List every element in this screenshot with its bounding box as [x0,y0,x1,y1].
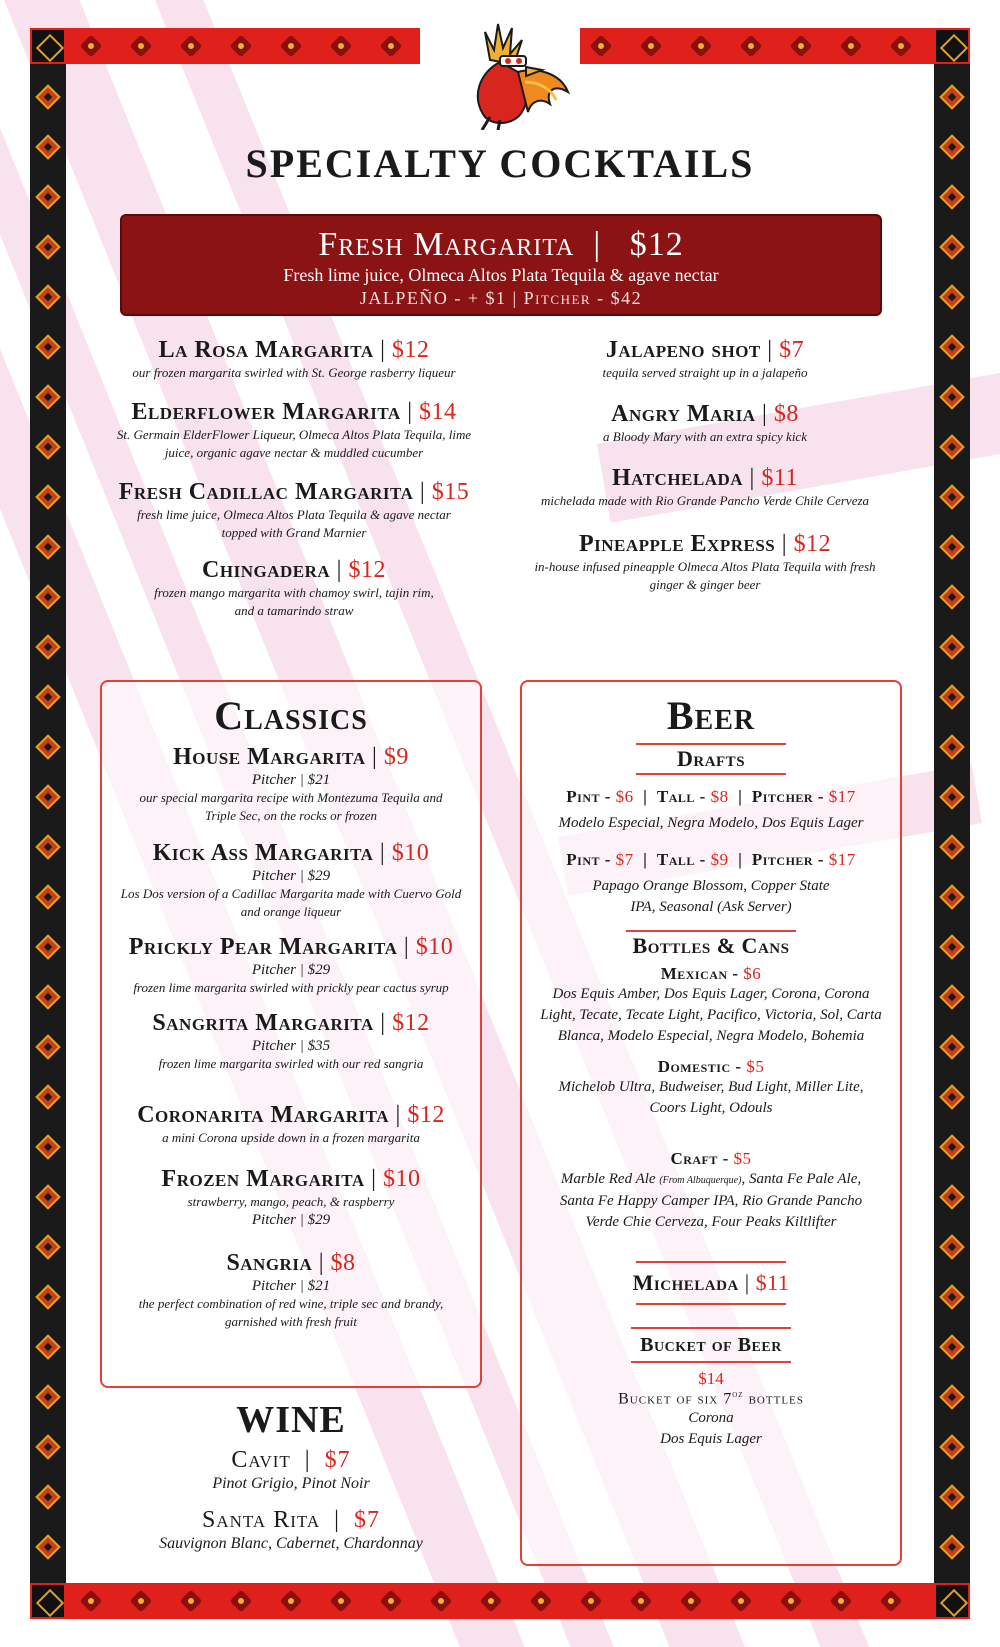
item-name: Elderflower Margarita [131,399,401,425]
item-name: Coronarita Margarita [137,1102,389,1128]
border-bottom [30,1583,970,1619]
item-pitcher: Pitcher | $21 [251,1278,331,1294]
item-name: La Rosa Margarita [158,337,374,363]
wine-price: $7 [324,1447,351,1473]
item-desc: frozen lime margarita swirled with our red sangria [158,1056,424,1071]
menu-item: La Rosa Margarita | $12 our frozen margarita swirled with St. George rasberry liqueur [84,336,504,398]
item-price: $14 [419,399,457,425]
item-pitcher: Pitcher | $35 [251,1038,331,1054]
wine-price: $7 [353,1507,380,1533]
item-pitcher: Pitcher | $29 [251,962,331,978]
wine-desc: Sauvignon Blanc, Cabernet, Chardonnay [159,1535,423,1552]
wine-title: WINE [236,1399,346,1441]
pint-price: $6 [615,787,634,806]
specialty-left-column [84,336,504,620]
wine-name: Santa Rita [202,1507,321,1533]
item-name: Sangria [226,1250,313,1276]
menu-item: Elderflower Margarita | $14 St. Germain ElderFlower Liqueur, Olmeca Altos Plata Tequila, lime juice, organic agave nectar & muddled cucumber [84,398,504,478]
beer-title: Beer [666,693,756,738]
divider [631,1361,791,1363]
beer-price: $5 [733,1149,752,1168]
item-desc: our special margarita recipe with Montezuma Tequila and Triple Sec, on the rocks or frozen [139,790,443,823]
item-desc: a mini Corona upside down in a frozen margarita [162,1130,420,1145]
item-desc: tequila served straight up in a jalapeño [602,365,808,380]
separator: | [583,226,621,263]
menu-item: Hatchelada | $11 michelada made with Rio Grande Pancho Verde Chile Cerveza [510,464,900,530]
menu-item: Pineapple Express | $12 in-house infused pineapple Olmeca Altos Plata Tequila with fresh ginger & ginger beer [510,530,900,594]
beer-category: Craft - [670,1149,734,1168]
item-name: Frozen Margarita [161,1166,365,1192]
pint-price: $7 [615,850,634,869]
item-price: $12 [391,337,430,363]
tall-price: $8 [710,787,729,806]
classics-box [100,680,482,1388]
corner-ornament [934,1583,970,1619]
item-desc: our frozen margarita swirled with St. George rasberry liqueur [132,365,456,380]
featured-title [122,226,880,264]
featured-price: $12 [629,226,684,263]
bucket-title: Bucket of Beer [640,1334,782,1356]
menu-item: Sangria | $8 Pitcher | $21 the perfect combination of red wine, triple sec and brandy, garnished with fresh fruit [102,1249,480,1331]
bucket-details [522,1369,900,1450]
beer-category: Mexican - [660,964,744,983]
menu-item: Kick Ass Margarita | $10 Pitcher | $29 Los Dos version of a Cadillac Margarita made with Cuervo Gold and orange liqueur [102,839,480,933]
specialty-right-column [510,336,900,594]
item-desc: Los Dos version of a Cadillac Margarita made with Cuervo Gold and orange liqueur [120,886,462,919]
border-right [934,28,970,1619]
featured-options: JALPEÑO - + $1 | Pitcher - $42 [359,288,643,308]
divider [636,773,786,775]
item-price: $10 [391,840,430,866]
item-price: $10 [382,1166,421,1192]
menu-item: Sangrita Margarita | $12 Pitcher | $35 frozen lime margarita swirled with our red sangria [102,1009,480,1101]
item-desc: strawberry, mango, peach, & raspberry [187,1194,395,1209]
wine-name: Cavit [231,1447,291,1473]
item-name: Pineapple Express [578,531,776,557]
corner-ornament [30,28,66,64]
corner-ornament [934,28,970,64]
menu-item: Frozen Margarita | $10 strawberry, mango, peach, & raspberry Pitcher | $29 [102,1165,480,1249]
item-desc: the perfect combination of red wine, triple sec and brandy, garnished with fresh fruit [138,1296,444,1329]
item-name: Jalapeno shot [605,337,761,363]
item-pitcher: Pitcher | $21 [251,772,331,788]
wine-item: Santa Rita | $7 Sauvignon Blanc, Cabernet, Chardonnay [100,1506,482,1554]
featured-desc: Fresh lime juice, Olmeca Altos Plata Tequila & agave nectar [283,265,719,285]
item-desc: frozen lime margarita swirled with prickly pear cactus syrup [133,980,449,995]
item-price: $12 [348,557,386,583]
item-desc: fresh lime juice, Olmeca Altos Plata Tequila & agave nectar topped with Grand Marnier [137,507,451,540]
draft-group: Pint - $7 | Tall - $9 | Pitcher - $17 Papago Orange Blossom, Copper State IPA, Seasonal (Ask Server) [522,850,900,918]
border-left [30,28,66,1619]
item-name: Chingadera [202,557,331,583]
item-price: $11 [761,465,798,491]
page-title: SPECIALTY COCKTAILS [245,141,755,186]
item-name: Prickly Pear Margarita [128,934,398,960]
menu-item: Angry Maria | $8 a Bloody Mary with an extra spicy kick [510,400,900,464]
item-name: Kick Ass Margarita [152,840,374,866]
beer-list: Michelob Ultra, Budweiser, Bud Light, Miller Lite, Coors Light, Odouls [558,1079,864,1116]
beer-price: $5 [746,1057,765,1076]
bottles-title: Bottles & Cans [632,933,790,958]
menu-item: Prickly Pear Margarita | $10 Pitcher | $29 frozen lime margarita swirled with prickly pear cactus syrup [102,933,480,1009]
item-price: $8 [330,1250,356,1276]
item-desc: in-house infused pineapple Olmeca Altos Plata Tequila with fresh ginger & ginger beer [534,559,876,592]
bottle-group [522,964,900,1047]
bucket-desc: Bucket of six $7^{oz}$ bottles [618,1389,804,1408]
beer-list: Marble Red Ale (From Albuquerque), Santa Fe Pale Ale, Santa Fe Happy Camper IPA, Rio Grande Pancho Verde Chie Cerveza, Four Peaks Kiltlifter [559,1171,863,1230]
craft-group [522,1149,900,1233]
item-price: $12 [407,1102,445,1128]
michelada: Michelada | $11 [632,1270,790,1295]
menu-item: Coronarita Margarita | $12 a mini Corona upside down in a frozen margarita [102,1101,480,1165]
tall-price: $9 [710,850,729,869]
item-price: $7 [779,337,805,363]
beer-list: Dos Equis Amber, Dos Equis Lager, Corona, Corona Light, Tecate, Tecate Light, Pacifico, Victoria, Sol, Carta Blanca, Modelo Especial, Negra Modelo, Bohemia [540,986,882,1044]
divider [636,1303,786,1305]
item-price: $8 [773,401,799,427]
wine-desc: Pinot Grigio, Pinot Noir [212,1475,370,1492]
item-price: $10 [415,934,454,960]
menu-item: Jalapeno shot | $7 tequila served straight up in a jalapeño [510,336,900,400]
item-name: Angry Maria [611,401,756,427]
beer-box [520,680,902,1566]
item-desc: St. Germain ElderFlower Liqueur, Olmeca Altos Plata Tequila, lime juice, organic agave nectar & muddled cucumber [116,427,472,460]
item-desc: frozen mango margarita with chamoy swirl, tajin rim, and a tamarindo straw [154,585,434,618]
wine-item: Cavit | $7 Pinot Grigio, Pinot Noir [100,1446,482,1494]
bucket-option: Corona [688,1410,734,1427]
drafts-title: Drafts [676,746,746,771]
bottle-group [522,1057,900,1119]
classics-title: Classics [214,693,368,738]
menu-item: House Margarita | $9 Pitcher | $21 our special margarita recipe with Montezuma Tequila and Triple Sec, on the rocks or frozen [102,743,480,839]
featured-banner [120,214,882,316]
item-pitcher: Pitcher | $29 [251,868,331,884]
beer-category: Domestic - [657,1057,747,1076]
menu-item: Chingadera | $12 frozen mango margarita with chamoy swirl, tajin rim, and a tamarindo straw [84,556,504,620]
bucket-option: Dos Equis Lager [660,1431,762,1448]
item-name: House Margarita [173,744,366,770]
item-name: Fresh Cadillac Margarita [118,479,414,505]
item-desc: a Bloody Mary with an extra spicy kick [603,429,807,444]
item-pitcher: Pitcher | $29 [251,1212,331,1228]
item-name: Hatchelada [612,465,744,491]
item-desc: michelada made with Rio Grande Pancho Verde Chile Cerveza [540,493,870,508]
item-price: $9 [383,744,409,770]
featured-name: Fresh Margarita [318,226,575,263]
menu-item: Fresh Cadillac Margarita | $15 fresh lime juice, Olmeca Altos Plata Tequila & agave nectar topped with Grand Marnier [84,478,504,556]
beer-price: $6 [743,964,762,983]
item-name: Sangrita Margarita [152,1010,374,1036]
item-price: $12 [793,531,832,557]
pitcher-price: $17 [828,850,856,869]
draft-group: Pint - $6 | Tall - $8 | Pitcher - $17 Modelo Especial, Negra Modelo, Dos Equis Lager [522,787,900,834]
corner-ornament [30,1583,66,1619]
item-price: $15 [431,479,470,505]
beer-list: Modelo Especial, Negra Modelo, Dos Equis Lager [558,815,864,831]
wine-section [100,1398,482,1554]
pitcher-price: $17 [828,787,856,806]
bucket-price: $14 [698,1369,724,1388]
rooster-logo-icon [430,12,570,130]
item-price: $12 [392,1010,430,1036]
beer-list: Papago Orange Blossom, Copper State IPA, Seasonal (Ask Server) [592,878,830,915]
